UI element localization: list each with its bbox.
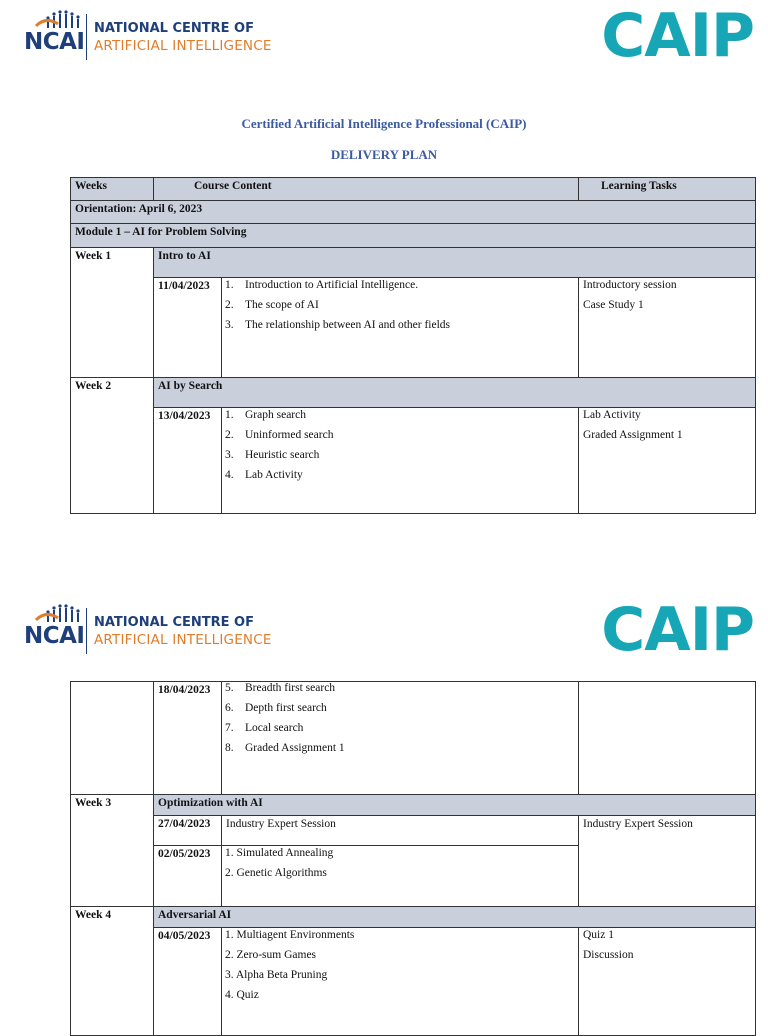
session-tasks [578,407,756,514]
session-content [221,927,579,1036]
list-item: 1. Multiagent Environments [225,929,355,941]
session-content: Industry Expert Session [221,815,579,846]
task-item: Discussion [583,949,634,961]
logo-divider [86,14,87,60]
list-item: 4. Lab Activity [225,469,303,481]
ncai-abbr: NCAI [24,623,85,649]
session-tasks [578,927,756,1036]
ncai-logo [12,8,282,60]
session-content [221,407,579,514]
week-label: Week 3 [70,794,154,907]
list-item: 3. Alpha Beta Pruning [225,969,328,981]
task-item: Quiz 1 [583,929,614,941]
list-item: 4. Quiz [225,989,259,1001]
session-content [221,277,579,378]
session-date: 18/04/2023 [153,681,222,795]
session-date: 04/05/2023 [153,927,222,1036]
header-weeks: Weeks [70,177,154,201]
ncai-name-line2: ARTIFICIAL INTELLIGENCE [94,632,272,648]
ncai-abbr: NCAI [24,29,85,55]
week-topic: Intro to AI [153,247,756,278]
orientation-row: Orientation: April 6, 2023 [70,200,756,224]
task-item: Case Study 1 [583,299,644,311]
task-item: Lab Activity [583,409,641,421]
week-topic: Adversarial AI [153,906,756,928]
ncai-logo [12,602,282,654]
session-tasks: Industry Expert Session [578,815,756,907]
session-date: 02/05/2023 [153,845,222,907]
list-item: 1. Introduction to Artificial Intelligence. [225,279,419,291]
list-item: 1. Graph search [225,409,306,421]
ncai-name-line1: NATIONAL CENTRE OF [94,615,254,630]
session-tasks [578,681,756,795]
ncai-name-line1: NATIONAL CENTRE OF [94,21,254,36]
header-course-content: Course Content [153,177,579,201]
list-item: 1. Simulated Annealing [225,847,334,859]
week-label-empty [70,681,154,795]
session-date: 11/04/2023 [153,277,222,378]
week-label: Week 4 [70,906,154,1036]
list-item: 3. Heuristic search [225,449,320,461]
task-item: Graded Assignment 1 [583,429,683,441]
document-title: Certified Artificial Intelligence Professional (CAIP) [241,116,527,131]
header-learning-tasks: Learning Tasks [578,177,756,201]
list-item: 3. The relationship between AI and other fields [225,319,451,331]
list-item: 2. Zero-sum Games [225,949,317,961]
caip-logo: CAIP [601,595,754,665]
week-label: Week 1 [70,247,154,378]
caip-logo: CAIP [601,1,754,71]
ncai-emblem-icon [34,602,86,624]
week-topic: Optimization with AI [153,794,756,816]
week-topic: AI by Search [153,377,756,408]
list-item: 2. The scope of AI [225,299,319,311]
session-date: 27/04/2023 [153,815,222,846]
list-item: 2. Genetic Algorithms [225,867,327,879]
list-item: 6. Depth first search [225,702,327,714]
logo-divider [86,608,87,654]
week-label: Week 2 [70,377,154,514]
list-item: 2. Uninformed search [225,429,334,441]
session-date: 13/04/2023 [153,407,222,514]
task-item: Introductory session [583,279,677,291]
document-subtitle: DELIVERY PLAN [330,147,438,162]
session-content [221,681,579,795]
list-item: 8. Graded Assignment 1 [225,742,345,754]
ncai-name-line2: ARTIFICIAL INTELLIGENCE [94,38,272,54]
list-item: 5. Breadth first search [225,682,336,694]
list-item: 7. Local search [225,722,304,734]
ncai-emblem-icon [34,8,86,30]
session-tasks [578,277,756,378]
session-content [221,845,579,907]
module-row: Module 1 – AI for Problem Solving [70,223,756,248]
